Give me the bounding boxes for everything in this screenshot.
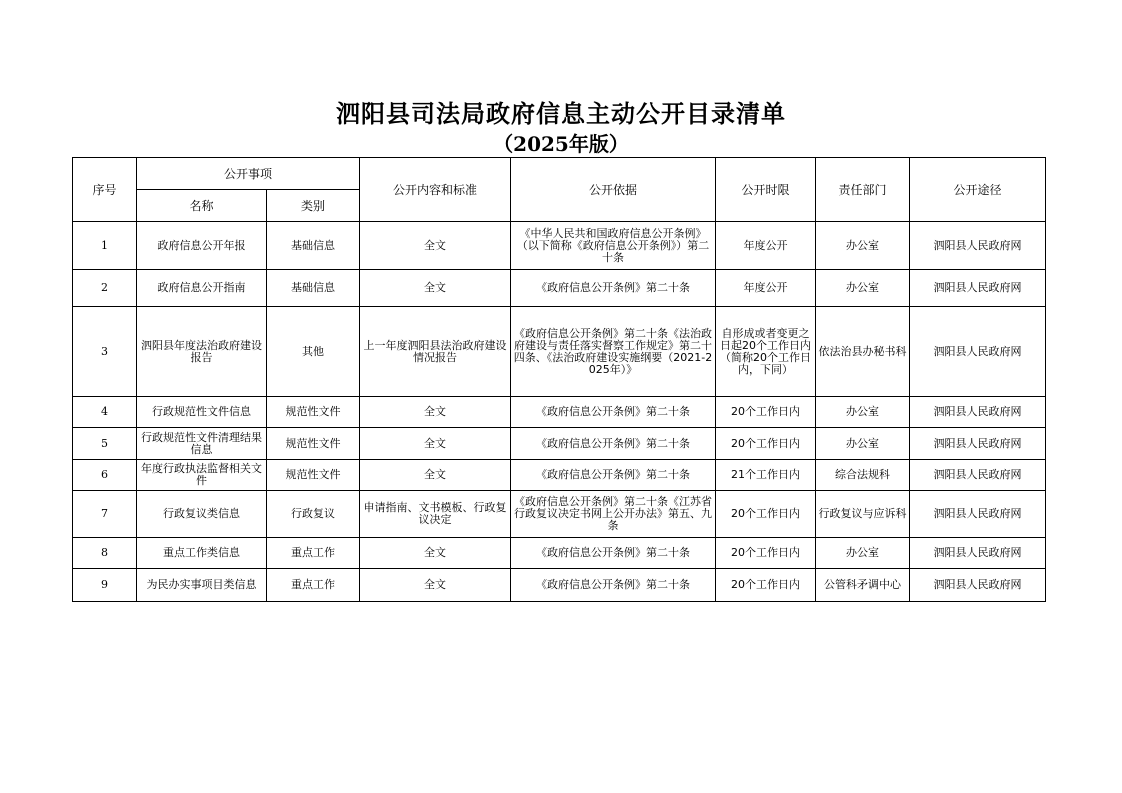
cell-basis: 《政府信息公开条例》第二十条 (511, 397, 716, 428)
cell-channel: 泗阳县人民政府网 (910, 538, 1046, 569)
cell-department: 行政复议与应诉科 (816, 491, 910, 538)
cell-index: 2 (73, 270, 137, 307)
cell-department: 办公室 (816, 428, 910, 460)
table-row (73, 222, 1046, 270)
table-row (73, 307, 1046, 397)
cell-category: 基础信息 (267, 270, 360, 307)
cell-channel: 泗阳县人民政府网 (910, 491, 1046, 538)
cell-basis: 《政府信息公开条例》第二十条 (511, 428, 716, 460)
cell-channel: 泗阳县人民政府网 (910, 307, 1046, 397)
cell-category: 规范性文件 (267, 428, 360, 460)
cell-channel: 泗阳县人民政府网 (910, 460, 1046, 491)
cell-department: 办公室 (816, 270, 910, 307)
header-time-limit: 公开时限 (716, 158, 816, 222)
disclosure-table (72, 157, 1046, 602)
cell-index: 5 (73, 428, 137, 460)
cell-name: 为民办实事项目类信息 (137, 569, 267, 602)
cell-category: 规范性文件 (267, 397, 360, 428)
cell-channel: 泗阳县人民政府网 (910, 428, 1046, 460)
cell-content: 全文 (360, 397, 511, 428)
cell-category: 重点工作 (267, 569, 360, 602)
cell-category: 重点工作 (267, 538, 360, 569)
cell-time-limit: 年度公开 (716, 222, 816, 270)
cell-content: 全文 (360, 538, 511, 569)
cell-name: 政府信息公开年报 (137, 222, 267, 270)
cell-content: 全文 (360, 270, 511, 307)
cell-content: 全文 (360, 569, 511, 602)
cell-index: 8 (73, 538, 137, 569)
page-title: 泗阳县司法局政府信息主动公开目录清单 (336, 99, 786, 128)
cell-basis: 《政府信息公开条例》第二十条《法治政府建设与责任落实督察工作规定》第二十四条、《法治政府建设实施纲要（2021-2025年）》 (511, 307, 716, 397)
cell-channel: 泗阳县人民政府网 (910, 270, 1046, 307)
cell-department: 依法治县办秘书科 (816, 307, 910, 397)
header-name: 名称 (137, 190, 267, 222)
cell-name: 泗阳县年度法治政府建设报告 (137, 307, 267, 397)
header-index: 序号 (73, 158, 137, 222)
header-department: 责任部门 (816, 158, 910, 222)
cell-time-limit: 20个工作日内 (716, 569, 816, 602)
cell-time-limit: 20个工作日内 (716, 491, 816, 538)
cell-department: 办公室 (816, 538, 910, 569)
cell-content: 全文 (360, 222, 511, 270)
page-subtitle: （2025年版） (493, 132, 629, 156)
cell-category: 规范性文件 (267, 460, 360, 491)
cell-basis: 《政府信息公开条例》第二十条 (511, 460, 716, 491)
cell-content: 申请指南、文书模板、行政复议决定 (360, 491, 511, 538)
header-basis: 公开依据 (511, 158, 716, 222)
cell-name: 行政复议类信息 (137, 491, 267, 538)
cell-name: 重点工作类信息 (137, 538, 267, 569)
cell-content: 全文 (360, 428, 511, 460)
cell-basis: 《政府信息公开条例》第二十条 (511, 538, 716, 569)
table-row (73, 538, 1046, 569)
cell-name: 年度行政执法监督相关文件 (137, 460, 267, 491)
cell-category: 其他 (267, 307, 360, 397)
cell-channel: 泗阳县人民政府网 (910, 397, 1046, 428)
cell-content: 上一年度泗阳县法治政府建设情况报告 (360, 307, 511, 397)
cell-time-limit: 20个工作日内 (716, 538, 816, 569)
cell-basis: 《政府信息公开条例》第二十条 (511, 569, 716, 602)
cell-category: 基础信息 (267, 222, 360, 270)
cell-channel: 泗阳县人民政府网 (910, 222, 1046, 270)
header-content: 公开内容和标准 (360, 158, 511, 222)
cell-index: 3 (73, 307, 137, 397)
table-row (73, 397, 1046, 428)
cell-department: 办公室 (816, 397, 910, 428)
cell-time-limit: 20个工作日内 (716, 428, 816, 460)
header-category: 类别 (267, 190, 360, 222)
cell-name: 行政规范性文件信息 (137, 397, 267, 428)
cell-basis: 《政府信息公开条例》第二十条 (511, 270, 716, 307)
cell-index: 4 (73, 397, 137, 428)
cell-index: 1 (73, 222, 137, 270)
cell-basis: 《政府信息公开条例》第二十条《江苏省行政复议决定书网上公开办法》第五、九条 (511, 491, 716, 538)
cell-time-limit: 自形成或者变更之日起20个工作日内（简称20个工作日内，下同） (716, 307, 816, 397)
cell-channel: 泗阳县人民政府网 (910, 569, 1046, 602)
table-row (73, 491, 1046, 538)
table-row (73, 569, 1046, 602)
table-row (73, 460, 1046, 491)
cell-time-limit: 21个工作日内 (716, 460, 816, 491)
cell-name: 行政规范性文件清理结果信息 (137, 428, 267, 460)
cell-department: 公管科矛调中心 (816, 569, 910, 602)
header-channel: 公开途径 (910, 158, 1046, 222)
cell-content: 全文 (360, 460, 511, 491)
cell-basis: 《中华人民共和国政府信息公开条例》（以下简称《政府信息公开条例》）第二十条 (511, 222, 716, 270)
cell-index: 6 (73, 460, 137, 491)
cell-name: 政府信息公开指南 (137, 270, 267, 307)
cell-index: 9 (73, 569, 137, 602)
cell-time-limit: 年度公开 (716, 270, 816, 307)
table-row (73, 428, 1046, 460)
table-row (73, 270, 1046, 307)
cell-department: 综合法规科 (816, 460, 910, 491)
cell-category: 行政复议 (267, 491, 360, 538)
cell-index: 7 (73, 491, 137, 538)
header-item: 公开事项 (137, 158, 360, 190)
cell-department: 办公室 (816, 222, 910, 270)
cell-time-limit: 20个工作日内 (716, 397, 816, 428)
